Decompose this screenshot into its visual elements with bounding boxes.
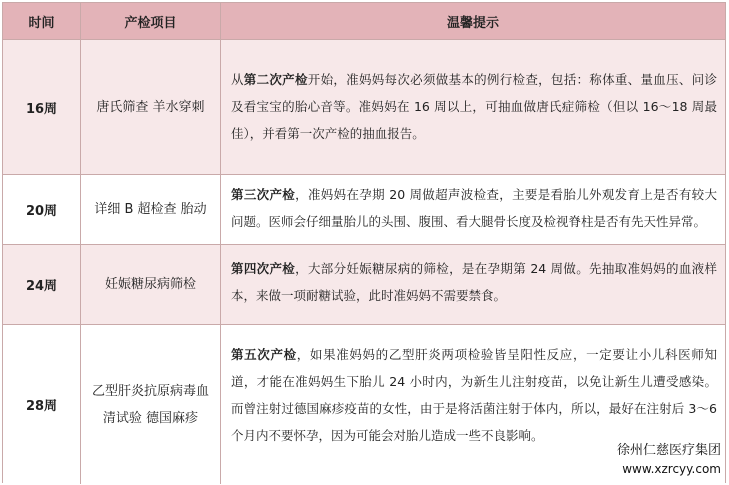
tip-lead: 第三次产检: [231, 187, 296, 202]
week-cell: 28周: [3, 325, 81, 484]
tip-text: ，大部分妊娠糖尿病的筛检，是在孕期第 24 周做。先抽取准妈妈的血液样本，来做一项耐糖试验，此时准妈妈不需要禁食。: [231, 261, 717, 303]
checkup-item-cell: 唐氏筛查 羊水穿刺: [81, 40, 221, 174]
tip-text: ，如果准妈妈的乙型肝炎两项检验皆呈阳性反应，一定要让小儿科医师知道，才能在准妈妈生下胎儿 24 小时内，为新生儿注射疫苗，以免让新生儿遭受感染。而曾注射过德国麻疹疫苗的女性，由于是将活菌注射于体内，所以，最好在注射后 3～6 个月内不要怀孕，因为可能会对胎儿造成一些不良影响。: [231, 347, 717, 443]
week-cell: 16周: [3, 40, 81, 174]
checkup-item-cell: 乙型肝炎抗原病毒血清试验 德国麻疹: [81, 325, 221, 484]
header-item: 产检项目: [81, 3, 221, 39]
tip-text: ，准妈妈在孕期 20 周做超声波检查，主要是看胎儿外观发育上是否有较大问题。医师会仔细量胎儿的头围、腹围、看大腿骨长度及检视脊柱是否有先天性异常。: [231, 187, 717, 229]
watermark: [617, 441, 721, 479]
table-header-row: [3, 3, 725, 40]
watermark-url: www.xzrcyy.com: [622, 462, 721, 476]
week-cell: 24周: [3, 245, 81, 324]
tip-cell: [221, 175, 725, 244]
table-row: [3, 245, 725, 325]
header-time: 时间: [3, 3, 81, 39]
prenatal-checkup-table: [2, 2, 726, 483]
table-row: [3, 40, 725, 175]
table-row: [3, 175, 725, 245]
week-cell: 20周: [3, 175, 81, 244]
header-tip: 温馨提示: [446, 15, 499, 31]
tip-lead: 第二次产检: [243, 72, 308, 87]
watermark-name: 徐州仁慈医疗集团: [616, 443, 721, 458]
checkup-item-cell: 详细 B 超检查 胎动: [81, 175, 221, 244]
tip-text: 开始，准妈妈每次必须做基本的例行检查，包括：称体重、量血压、问诊及看宝宝的胎心音等。准妈妈在 16 周以上，可抽血做唐氏症筛检（但以 16～18 周最佳），并看第一次产检的抽血报告。: [231, 72, 717, 141]
tip-cell: [221, 40, 725, 174]
checkup-item-cell: 妊娠糖尿病筛检: [81, 245, 221, 324]
tip-lead: 第五次产检: [231, 347, 297, 362]
tip-cell: [221, 245, 725, 324]
tip-lead: 第四次产检: [231, 261, 296, 276]
tip-prefix: 从: [231, 72, 244, 87]
